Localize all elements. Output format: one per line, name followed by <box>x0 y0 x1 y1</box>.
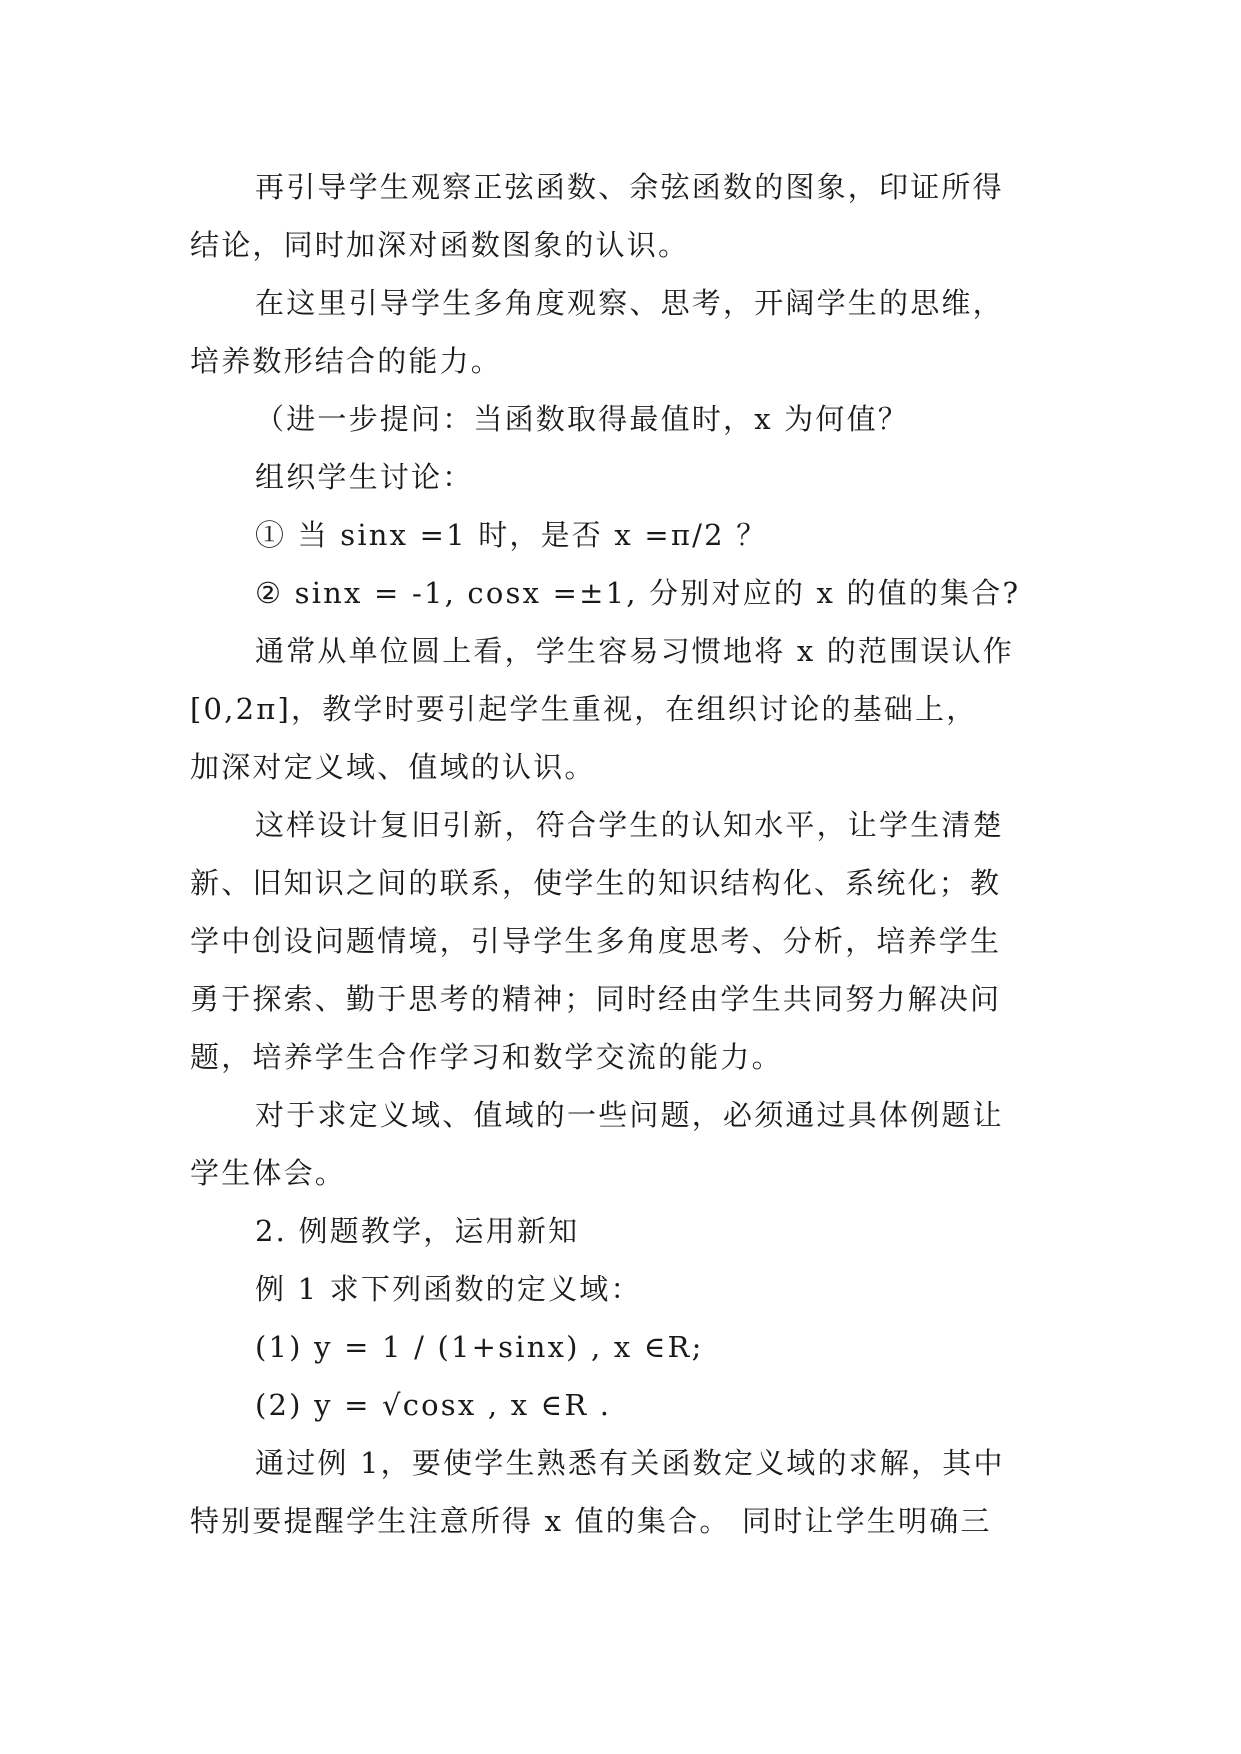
paragraph-line: 对于求定义域、值域的一些问题，必须通过具体例题让 <box>255 1098 1004 1132</box>
list-item: ② sinx = -1, cosx =±1, 分别对应的 x 的值的集合? <box>255 576 1021 610</box>
paragraph-line: 学生体会。 <box>190 1156 347 1190</box>
paragraph-line: 在这里引导学生多角度观察、思考，开阔学生的思维， <box>255 286 1004 320</box>
paragraph-line: 培养数形结合的能力。 <box>190 344 503 378</box>
paragraph-line: 通过例 1，要使学生熟悉有关函数定义域的求解，其中 <box>255 1446 1005 1480</box>
paragraph-line: 再引导学生观察正弦函数、余弦函数的图象，印证所得 <box>255 170 1004 204</box>
paragraph-line: 题，培养学生合作学习和数学交流的能力。 <box>190 1040 783 1074</box>
paragraph-line: 学中创设问题情境，引导学生多角度思考、分析，培养学生 <box>190 924 1002 958</box>
paragraph-line: [0,2π]，教学时要引起学生重视，在组织讨论的基础上， <box>190 692 978 726</box>
paragraph-line: 勇于探索、勤于思考的精神；同时经由学生共同努力解决问 <box>190 982 1002 1016</box>
formula-line: (1) y = 1 / (1+sinx) , x ∈R; <box>255 1330 704 1364</box>
document-body <box>190 158 1050 1550</box>
paragraph-line: 加深对定义域、值域的认识。 <box>190 750 596 784</box>
paragraph-line: 新、旧知识之间的联系，使学生的知识结构化、系统化；教 <box>190 866 1002 900</box>
formula-line: (2) y = √cosx , x ∈R . <box>255 1388 612 1422</box>
paragraph-line: 通常从单位圆上看，学生容易习惯地将 x 的范围误认作 <box>255 634 1014 668</box>
paragraph-line: 这样设计复旧引新，符合学生的认知水平，让学生清楚 <box>255 808 1004 842</box>
section-heading: 2. 例题教学，运用新知 <box>255 1214 580 1248</box>
paragraph-line: 组织学生讨论： <box>255 460 474 494</box>
paragraph-line: 结论，同时加深对函数图象的认识。 <box>190 228 690 262</box>
paragraph-line: （进一步提问：当函数取得最值时，x 为何值？ <box>255 402 909 436</box>
example-heading: 例 1 求下列函数的定义域： <box>255 1272 642 1306</box>
list-item: ① 当 sinx =1 时，是否 x =π/2 ？ <box>255 518 768 552</box>
paragraph-line: 特别要提醒学生注意所得 x 值的集合。 同时让学生明确三 <box>190 1504 992 1538</box>
